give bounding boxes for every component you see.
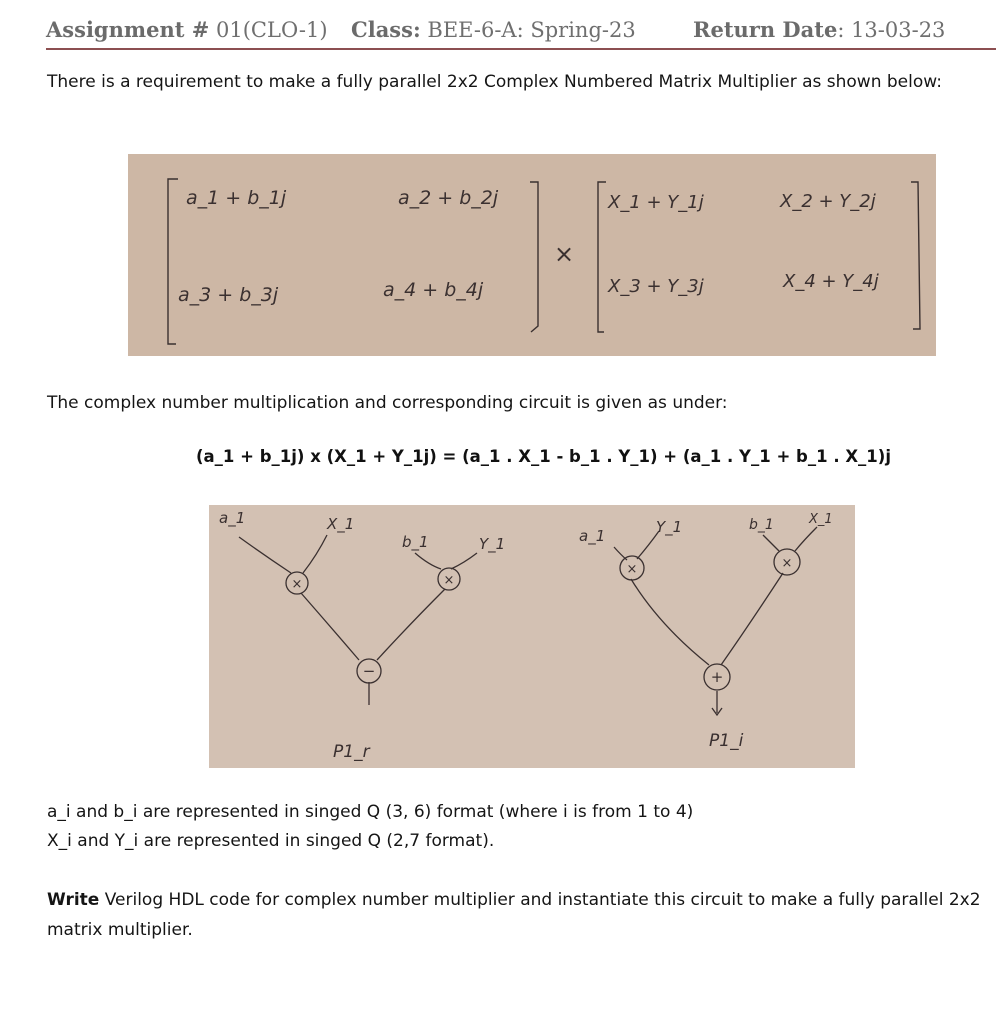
task-line-1 [47,888,981,913]
matrix-a21: a_3 + b_3j [178,284,279,306]
matrix-b22: X_4 + Y_4j [783,271,879,292]
output-p1-real: P1_r [333,742,370,762]
circuit-input-y1-left: Y_1 [479,535,506,553]
task-line-1-rest: Verilog HDL code for complex number multiplier and instantiate this circuit to make a fully parallel 2x2 [99,890,981,910]
task-line-2: matrix multiplier. [47,920,193,940]
matrix-b11: X_1 + Y_1j [608,192,704,213]
matrix-times: × [554,240,575,268]
multiplier-symbol-1: × [291,577,303,592]
matrix-photo [128,154,936,356]
output-p1-imag: P1_i [709,731,744,751]
circuit-input-a1-left: a_1 [219,509,246,527]
circuit-input-x1-right: X_1 [809,512,833,527]
circuit-input-a1-right: a_1 [579,527,606,545]
matrix-a22: a_4 + b_4j [383,279,484,301]
circuit-intro-text: The complex number multiplication and corresponding circuit is given as under: [47,393,728,413]
matrix-b12: X_2 + Y_2j [780,191,876,212]
circuit-input-x1-left: X_1 [327,515,355,533]
circuit-input-y1-right: Y_1 [656,518,683,536]
multiplier-symbol-3: × [626,562,638,577]
adder-symbol: + [710,668,724,686]
class-info: Class: BEE-6-A: Spring-23 [351,17,636,42]
intro-text: There is a requirement to make a fully parallel 2x2 Complex Numbered Matrix Multiplier as shown below: [47,72,942,92]
matrix-b21: X_3 + Y_3j [608,276,704,297]
circuit-input-b1-right: b_1 [749,517,774,533]
subtractor-symbol: − [362,662,376,680]
assignment-number: Assignment # 01(CLO-1) [46,17,328,42]
circuit-photo [209,505,855,768]
return-date: Return Date: 13-03-23 [693,17,946,42]
multiplier-symbol-4: × [781,556,793,571]
document-header [46,14,996,50]
matrix-a12: a_2 + b_2j [398,187,499,209]
multiplier-symbol-2: × [443,573,455,588]
circuit-input-b1-left: b_1 [402,533,429,551]
complex-multiplication-formula: (a_1 + b_1j) x (X_1 + Y_1j) = (a_1 . X_1 - b_1 . Y_1) + (a_1 . Y_1 + b_1 . X_1)j [196,447,891,466]
format-line-1: a_i and b_i are represented in singed Q (3, 6) format (where i is from 1 to 4) [47,802,694,822]
matrix-a11: a_1 + b_1j [186,187,287,209]
format-line-2: X_i and Y_i are represented in singed Q (2,7 format). [47,831,495,851]
task-bold-word: Write [47,890,100,910]
